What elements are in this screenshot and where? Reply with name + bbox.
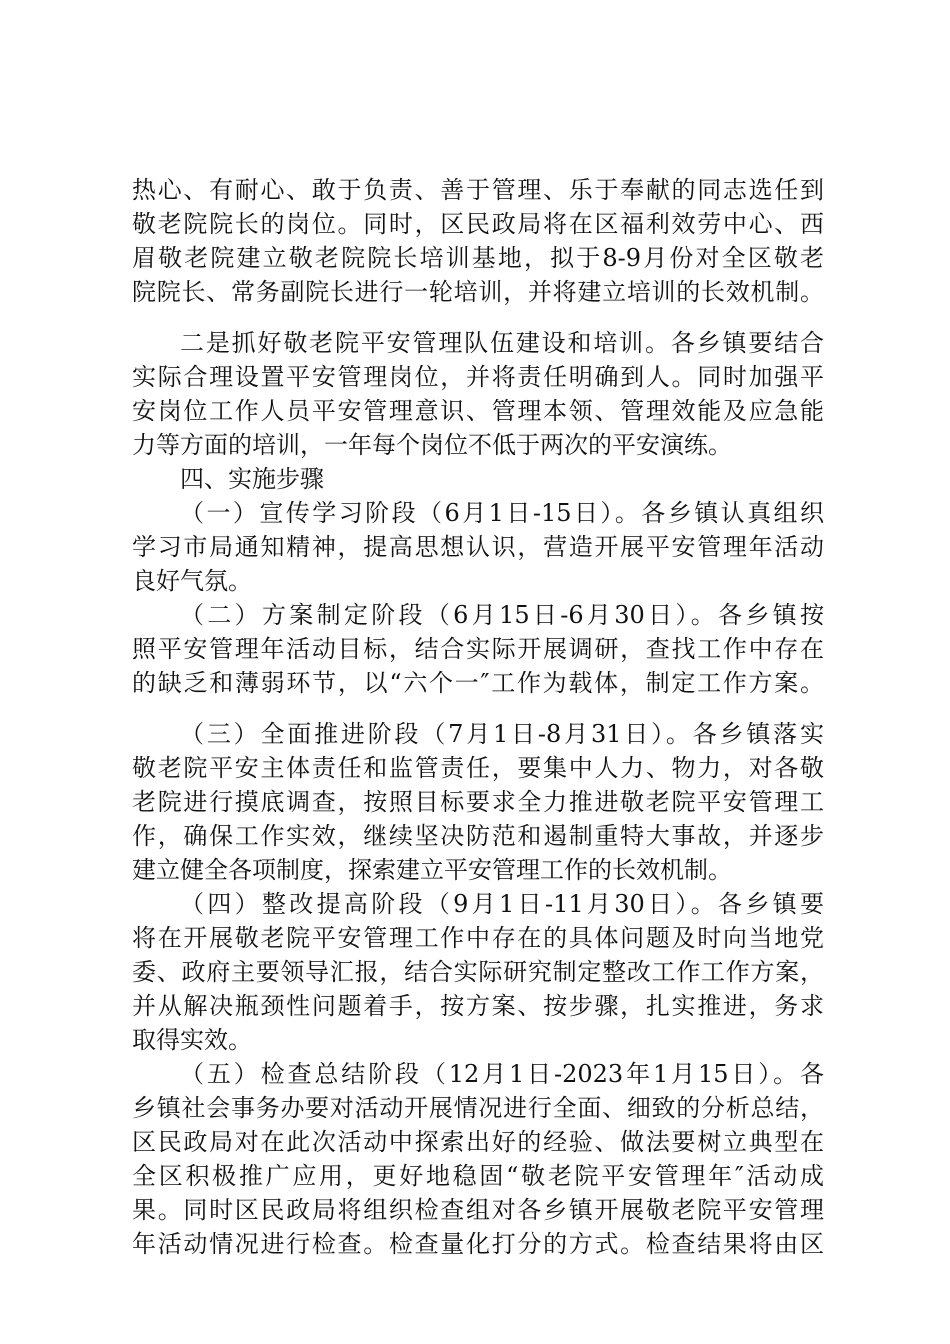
body-text-line: 将在开展敬老院平安管理工作中存在的具体问题及时向当地党	[132, 924, 824, 952]
body-text-line: （二）方案制定阶段（6月15日-6月30日）。各乡镇按	[180, 601, 824, 629]
body-text-line: 二是抓好敬老院平安管理队伍建设和培训。各乡镇要结合	[180, 329, 824, 357]
body-text-line: 安岗位工作人员平安管理意识、管理本领、管理效能及应急能	[132, 397, 824, 425]
body-text-line: 果。同时区民政局将组织检查组对各乡镇开展敬老院平安管理	[132, 1196, 824, 1224]
body-text-line: 实际合理设置平安管理岗位，并将责任明确到人。同时加强平	[132, 363, 824, 391]
body-text-line: 老院进行摸底调查，按照目标要求全力推进敬老院平安管理工	[132, 788, 824, 816]
body-text-line: 眉敬老院建立敬老院院长培训基地，拟于8-9月份对全区敬老	[132, 244, 824, 272]
body-text-line: 区民政局对在此次活动中探索出好的经验、做法要树立典型在	[132, 1128, 824, 1156]
body-text-line: （五）检查总结阶段（12月1日-2023年1月15日）。各	[180, 1060, 824, 1088]
body-text-line: 取得实效。	[132, 1026, 252, 1054]
body-text-line: （四）整改提高阶段（9月1日-11月30日）。各乡镇要	[180, 890, 824, 918]
section-heading: 四、实施步骤	[180, 465, 324, 493]
body-text-line: 敬老院平安主体责任和监管责任，要集中人力、物力，对各敬	[132, 754, 824, 782]
body-text-line: 热心、有耐心、敢于负责、善于管理、乐于奉献的同志选任到	[132, 176, 824, 204]
body-text-line: 敬老院院长的岗位。同时，区民政局将在区福利效劳中心、西	[132, 210, 824, 238]
body-text-line: 院院长、常务副院长进行一轮培训，并将建立培训的长效机制。	[132, 278, 824, 306]
body-text-line: 建立健全各项制度，探索建立平安管理工作的长效机制。	[132, 856, 732, 884]
body-text-line: 作，确保工作实效，继续坚决防范和遏制重特大事故，并逐步	[132, 822, 824, 850]
body-text-line: 学习市局通知精神，提高思想认识，营造开展平安管理年活动	[132, 533, 824, 561]
body-text-line: 的缺乏和薄弱环节，以“六个一″工作为载体，制定工作方案。	[132, 669, 824, 697]
body-text-line: 年活动情况进行检查。检查量化打分的方式。检查结果将由区	[132, 1230, 824, 1258]
body-text-line: 并从解决瓶颈性问题着手，按方案、按步骤，扎实推进，务求	[132, 992, 824, 1020]
body-text-line: （三）全面推进阶段（7月1日-8月31日）。各乡镇落实	[180, 720, 824, 748]
body-text-line: 良好气氛。	[132, 567, 252, 595]
body-text-line: 全区积极推广应用，更好地稳固“敬老院平安管理年″活动成	[132, 1162, 824, 1190]
body-text-line: 力等方面的培训，一年每个岗位不低于两次的平安演练。	[132, 431, 732, 459]
body-text-line: 照平安管理年活动目标，结合实际开展调研，查找工作中存在	[132, 635, 824, 663]
body-text-line: （一）宣传学习阶段（6月1日-15日）。各乡镇认真组织	[180, 499, 824, 527]
body-text-line: 乡镇社会事务办要对活动开展情况进行全面、细致的分析总结，	[132, 1094, 824, 1122]
body-text-line: 委、政府主要领导汇报，结合实际研究制定整改工作工作方案，	[132, 958, 824, 986]
